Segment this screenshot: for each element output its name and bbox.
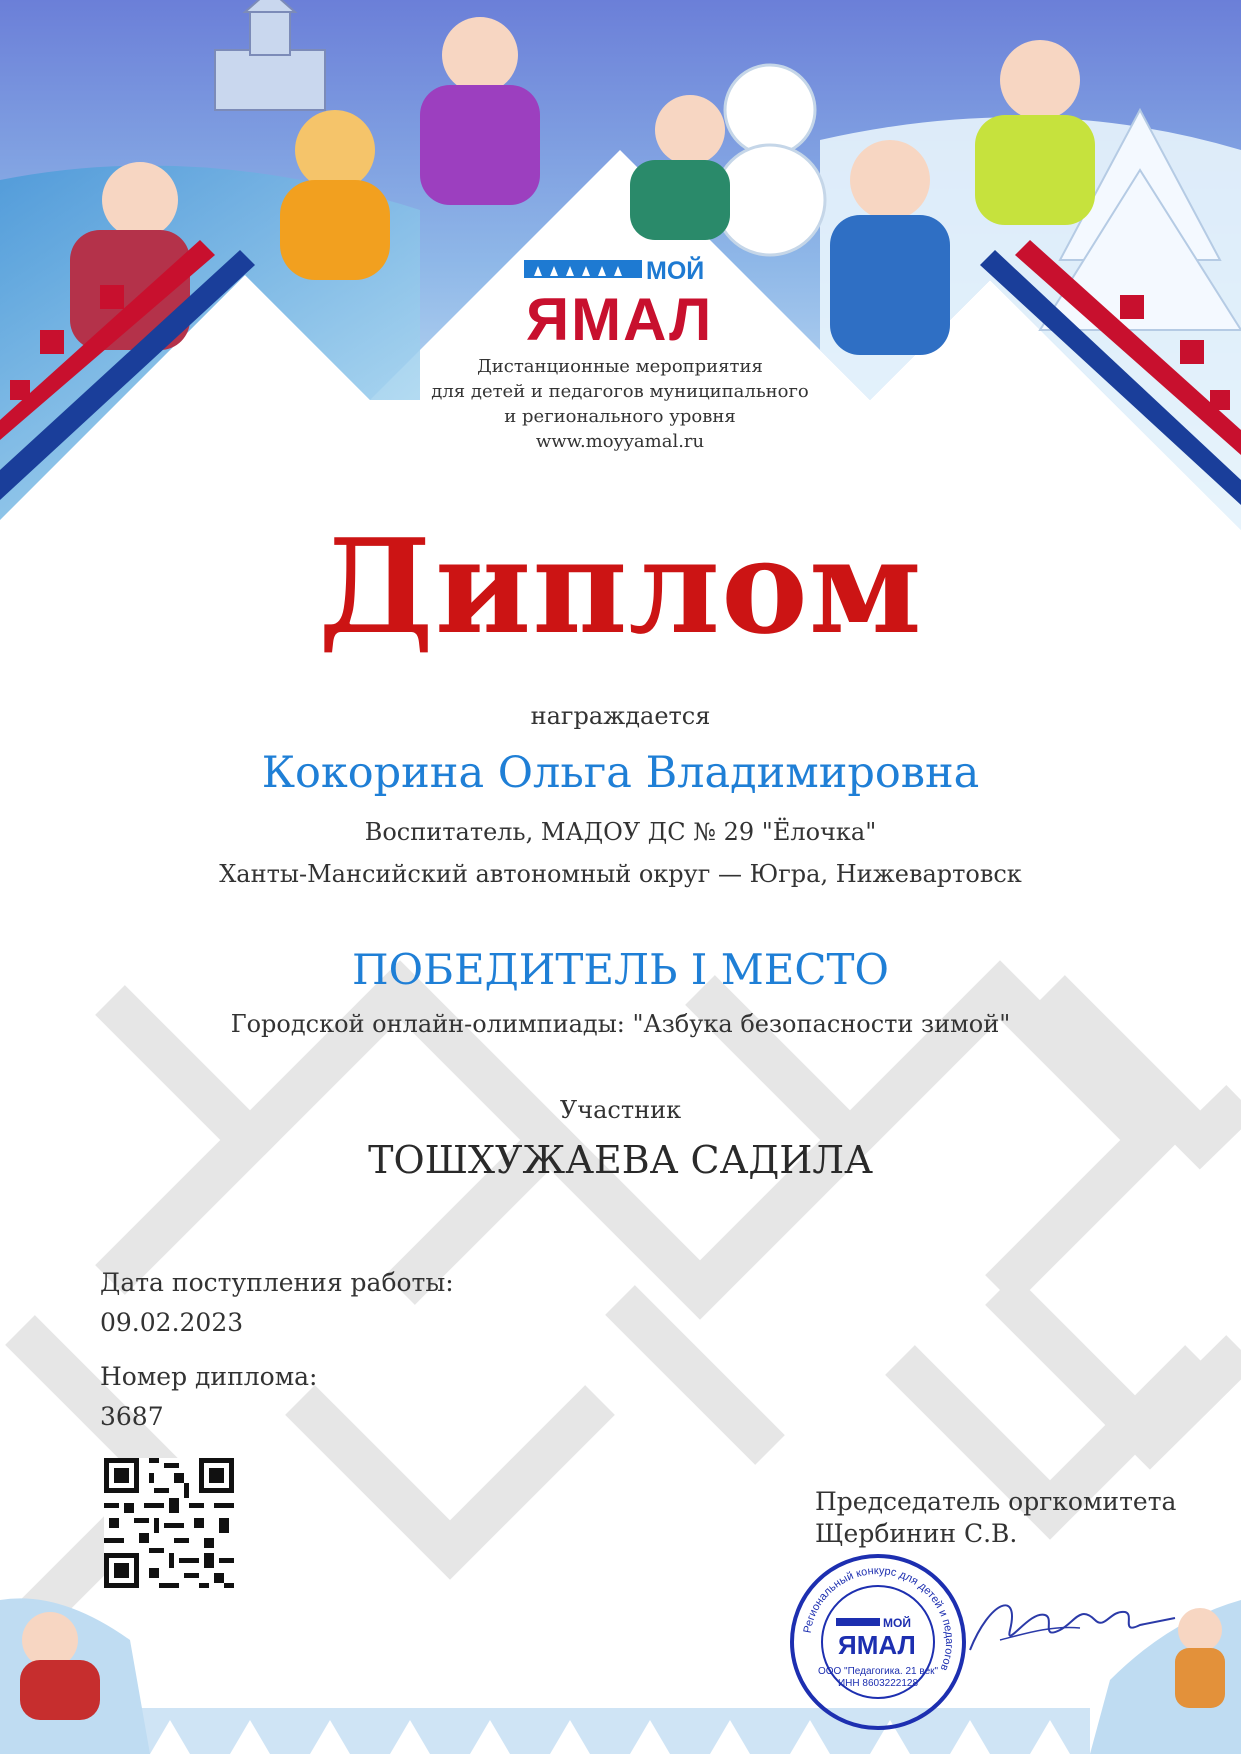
organizer-line-1: Дистанционные мероприятия [477,356,763,377]
signatory-block [815,1486,1176,1550]
date-label: Дата поступления работы: [100,1268,454,1297]
signature [960,1580,1180,1670]
qr-code[interactable] [104,1458,234,1588]
organizer-line-2: для детей и педагогов муниципального [431,381,809,402]
organizer-info [380,354,860,454]
number-value: 3687 [100,1402,164,1431]
participant-name: ТОШХУЖАЕВА САДИЛА [368,1138,873,1182]
number-label: Номер диплома: [100,1362,318,1391]
stamp-company: ООО "Педагогика. 21 век" [817,1666,939,1677]
date-value: 09.02.2023 [100,1308,244,1337]
stamp-ring-text: Региональный конкурс для детей и педагогов [801,1564,956,1673]
logo-top-word: МОЙ [646,257,705,285]
recipient-position: Воспитатель, МАДОУ ДС № 29 "Ёлочка" [364,818,877,846]
logo-main-word: ЯМАЛ [526,286,714,353]
recipient-name: Кокорина Ольга Владимировна [261,748,980,798]
event-name: Городской онлайн-олимпиады: "Азбука безопасности зимой" [230,1010,1011,1038]
signatory-role: Председатель оргкомитета [815,1487,1177,1516]
official-stamp [788,1552,968,1732]
stamp-logo-top: МОЙ [883,1616,911,1630]
participant-label: Участник [559,1096,682,1124]
signatory-name: Щербинин С.В. [815,1519,1018,1548]
stamp-inn: ИНН 8603222128 [837,1678,919,1689]
stamp-logo-main: ЯМАЛ [838,1630,916,1660]
organizer-website: www.moyyamal.ru [535,431,705,452]
awarded-text: награждается [530,702,711,730]
organizer-line-3: и регионального уровня [504,406,736,427]
diploma-title: Диплом [318,510,923,663]
moy-yamal-logo [524,255,713,353]
award-result: ПОБЕДИТЕЛЬ I МЕСТО [352,945,889,994]
recipient-region: Ханты-Мансийский автономный округ — Югра, Нижевартовск [219,860,1022,888]
